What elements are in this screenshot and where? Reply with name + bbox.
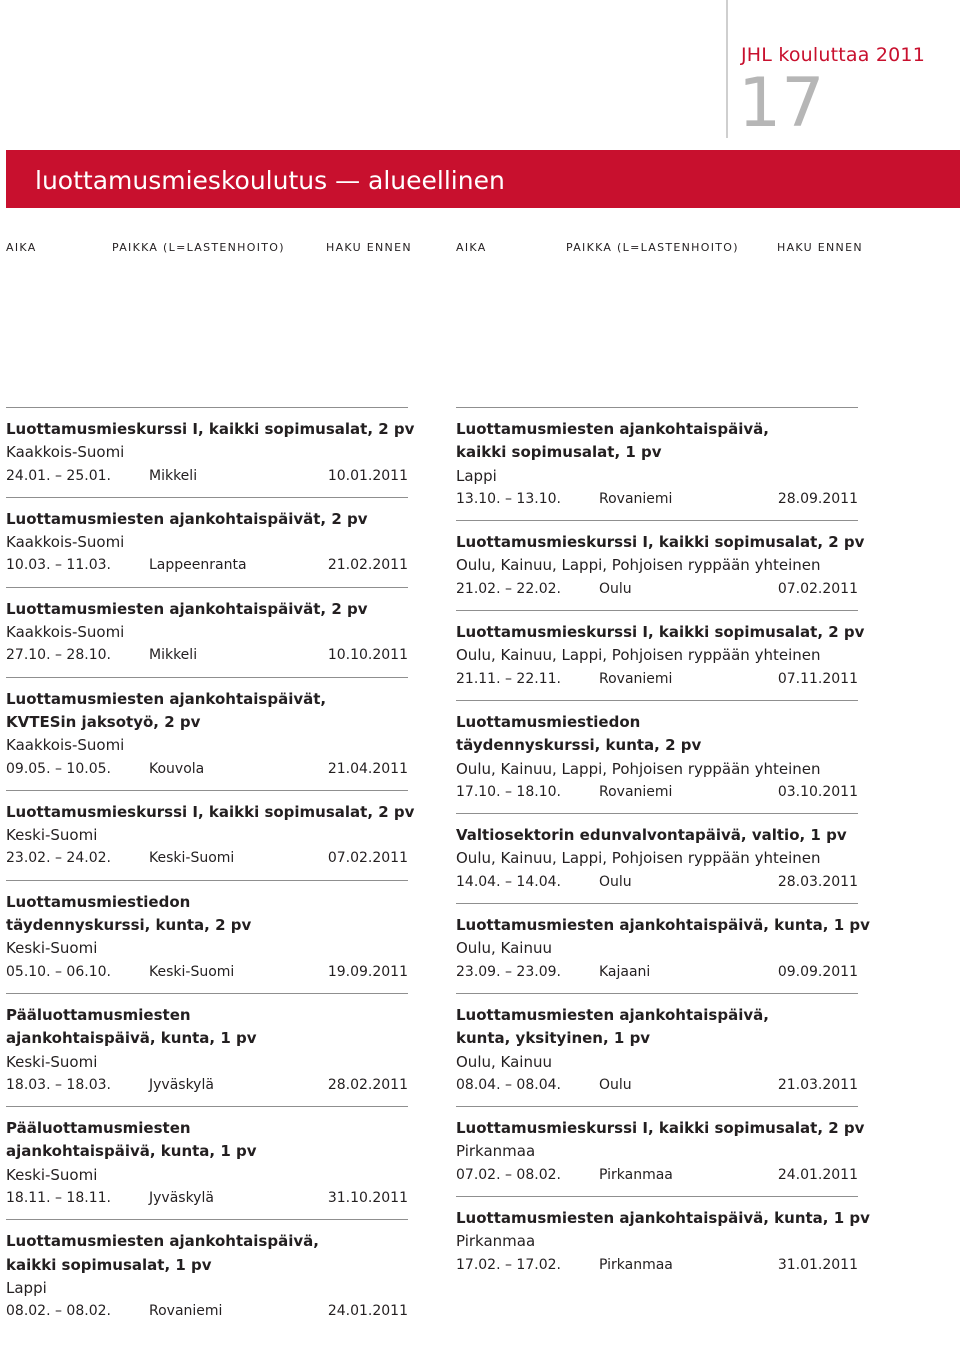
course-place: Rovaniemi [599,783,673,800]
course-entry [456,610,865,700]
course-dates: 21.11. – 22.11. [456,670,561,687]
course-details [456,668,858,691]
course-entry [6,880,408,993]
course-title: Luottamusmiesten ajankohtaispäivä, [456,420,769,438]
section-banner: luottamusmieskoulutus — alueellinen [6,150,960,208]
course-region: Keski-Suomi [6,826,98,845]
course-region: Lappi [456,466,497,485]
course-entry [6,993,408,1106]
course-place: Oulu [599,873,632,890]
course-title: Luottamusmiestiedon [6,892,191,911]
course-dates: 27.10. – 28.10. [6,647,111,664]
course-title: kunta, yksityinen, 1 pv [456,1029,651,1048]
course-details [6,847,408,870]
course-deadline: 21.02.2011 [327,557,408,574]
course-region: Oulu, Kainuu, Lappi, Pohjoisen ryppään yhteinen [456,849,821,868]
course-place: Rovaniemi [599,490,673,507]
course-region: Keski-Suomi [6,1165,98,1184]
course-place: Keski-Suomi [149,963,235,980]
course-entry [6,1106,408,1219]
course-place: Jyväskylä [149,1190,214,1207]
course-region: Oulu, Kainuu, Lappi, Pohjoisen ryppään yhteinen [456,646,821,665]
course-deadline: 31.10.2011 [327,1190,408,1207]
course-dates: 18.11. – 18.11. [6,1190,111,1207]
course-title: Luottamusmiesten ajankohtaispäivät, 2 pv [6,509,368,528]
course-details [456,1164,858,1187]
course-details [456,488,858,511]
course-entry [6,1219,408,1332]
course-entry [456,700,858,813]
course-deadline: 31.01.2011 [777,1256,858,1273]
course-title: Valtiosektorin edunvalvontapäivä, valtio, 1 pv [456,826,847,845]
course-title: Luottamusmiestiedon [456,712,641,731]
course-dates: 08.04. – 08.04. [456,1076,561,1093]
course-region: Oulu, Kainuu, Lappi, Pohjoisen ryppään yhteinen [456,759,821,778]
course-title: Luottamusmiesten ajankohtaispäivä, [6,1232,319,1251]
course-details [6,1074,408,1097]
course-region: Lappi [6,1278,47,1297]
course-entry [456,407,858,520]
course-dates: 10.03. – 11.03. [6,557,111,574]
course-dates: 05.10. – 06.10. [6,963,111,980]
page-number: 17 [738,64,825,143]
course-details [6,554,408,577]
course-entry [456,520,865,610]
course-deadline: 24.01.2011 [327,1303,408,1320]
course-place: Oulu [599,580,632,597]
course-title: täydennyskurssi, kunta, 2 pv [456,736,702,755]
course-region: Kaakkois-Suomi [6,533,125,552]
course-title: täydennyskurssi, kunta, 2 pv [6,916,252,935]
course-title: Luottamusmiesten ajankohtaispäivä, kunta, 1 pv [456,916,870,935]
course-deadline: 24.01.2011 [777,1166,858,1183]
course-place: Keski-Suomi [149,850,235,867]
course-deadline: 07.02.2011 [777,580,858,597]
course-place: Jyväskylä [149,1076,214,1093]
course-details [6,465,408,488]
course-region: Oulu, Kainuu [456,1052,552,1071]
course-title: Luottamusmiesten ajankohtaispäivät, 2 pv [6,599,368,618]
course-title: Luottamusmiesten ajankohtaispäivät, [6,689,327,708]
course-entry [6,790,415,880]
course-region: Keski-Suomi [6,939,98,958]
course-dates: 07.02. – 08.02. [456,1166,561,1183]
course-title: Luottamusmieskurssi I, kaikki sopimusalat, 2 pv [456,1119,865,1138]
course-dates: 08.02. – 08.02. [6,1303,111,1320]
course-title: Luottamusmieskurssi I, kaikki sopimusalat, 2 pv [456,533,865,552]
course-title: Pääluottamusmiesten [6,1005,191,1024]
course-place: Lappeenranta [149,557,247,574]
course-region: Pirkanmaa [456,1232,536,1251]
course-details [6,644,408,667]
course-dates: 14.04. – 14.04. [456,873,561,890]
course-title: kaikki sopimusalat, 1 pv [6,1255,212,1274]
course-region: Kaakkois-Suomi [6,736,125,755]
course-details [456,871,858,894]
course-dates: 17.02. – 17.02. [456,1256,561,1273]
course-entry [6,677,408,790]
col-header-haku: HAKU ENNEN [326,241,412,254]
course-region: Oulu, Kainuu, Lappi, Pohjoisen ryppään yhteinen [456,556,821,575]
course-entry [456,993,858,1106]
course-details [456,1254,858,1277]
course-region: Oulu, Kainuu [456,939,552,958]
course-place: Mikkeli [149,467,198,484]
course-dates: 18.03. – 18.03. [6,1076,111,1093]
course-deadline: 19.09.2011 [327,963,408,980]
course-dates: 21.02. – 22.02. [456,580,561,597]
course-deadline: 28.02.2011 [327,1076,408,1093]
course-title: Luottamusmieskurssi I, kaikki sopimusalat, 2 pv [6,802,415,821]
course-details [456,781,858,804]
course-deadline: 07.11.2011 [777,670,858,687]
course-dates: 23.09. – 23.09. [456,963,561,980]
course-title: Luottamusmiesten ajankohtaispäivä, [456,1005,769,1024]
header-divider [726,0,728,138]
course-entry [456,1196,870,1286]
course-details [456,578,858,601]
course-title: Luottamusmiesten ajankohtaispäivä, kunta, 1 pv [456,1209,870,1228]
course-place: Kouvola [149,760,205,777]
course-title: Pääluottamusmiesten [6,1119,191,1138]
course-title: ajankohtaispäivä, kunta, 1 pv [6,1142,257,1161]
course-entry [6,497,408,587]
course-place: Pirkanmaa [599,1166,673,1183]
course-dates: 17.10. – 18.10. [456,783,561,800]
course-deadline: 03.10.2011 [777,783,858,800]
course-deadline: 07.02.2011 [327,850,408,867]
course-entry [6,587,408,677]
right-column [456,407,870,1286]
col-header-aika: AIKA [6,241,37,254]
course-place: Rovaniemi [149,1303,223,1320]
course-deadline: 28.09.2011 [777,490,858,507]
course-details [456,961,858,984]
col-header-paikka: PAIKKA (L=LASTENHOITO) [566,241,739,254]
course-region: Kaakkois-Suomi [6,623,125,642]
course-title: kaikki sopimusalat, 1 pv [456,443,662,462]
course-deadline: 10.10.2011 [327,647,408,664]
course-deadline: 28.03.2011 [777,873,858,890]
course-deadline: 21.03.2011 [777,1076,858,1093]
course-place: Kajaani [599,963,651,980]
course-entry [456,1106,865,1196]
course-place: Pirkanmaa [599,1256,673,1273]
course-place: Oulu [599,1076,632,1093]
course-deadline: 09.09.2011 [777,963,858,980]
course-dates: 23.02. – 24.02. [6,850,111,867]
course-deadline: 21.04.2011 [327,760,408,777]
course-title: ajankohtaispäivä, kunta, 1 pv [6,1029,257,1048]
course-deadline: 10.01.2011 [327,467,408,484]
course-details [6,961,408,984]
course-entry [456,813,858,903]
course-title: Luottamusmieskurssi I, kaikki sopimusalat, 2 pv [456,623,865,642]
course-entry [456,903,870,993]
course-details [6,758,408,781]
course-place: Mikkeli [149,647,198,664]
left-column [6,407,415,1333]
course-region: Keski-Suomi [6,1052,98,1071]
course-details [6,1300,408,1323]
col-header-paikka: PAIKKA (L=LASTENHOITO) [112,241,285,254]
col-header-haku: HAKU ENNEN [777,241,863,254]
course-details [456,1074,858,1097]
course-dates: 13.10. – 13.10. [456,490,561,507]
course-region: Kaakkois-Suomi [6,443,125,462]
col-header-aika: AIKA [456,241,487,254]
course-place: Rovaniemi [599,670,673,687]
course-dates: 24.01. – 25.01. [6,467,111,484]
publication-subtitle: JHL kouluttaa 2011 [741,44,926,66]
course-region: Pirkanmaa [456,1142,536,1161]
course-dates: 09.05. – 10.05. [6,760,111,777]
course-title: Luottamusmieskurssi I, kaikki sopimusalat, 2 pv [6,420,415,438]
course-details [6,1187,408,1210]
course-title: KVTESin jaksotyö, 2 pv [6,712,201,731]
course-entry [6,407,415,497]
